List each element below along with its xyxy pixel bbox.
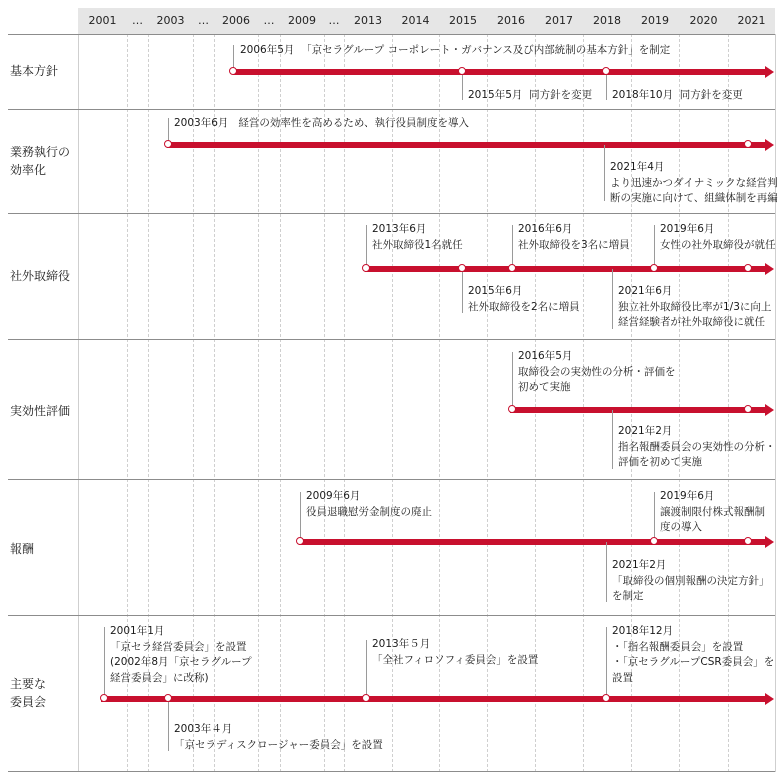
- event-date: 2015年6月: [468, 285, 523, 297]
- event-date: 2019年6月: [660, 223, 715, 235]
- event-date: 2016年6月: [518, 223, 573, 235]
- event-marker: [744, 140, 752, 148]
- event-text: より迅速かつダイナミックな経営判 断の実施に向けて、組織体制を再編: [610, 176, 778, 204]
- event-date: 2021年2月: [618, 425, 673, 437]
- arrow-head-icon: [765, 263, 774, 275]
- event-stem: [654, 225, 655, 268]
- event-stem: [604, 145, 605, 201]
- event-date: 2003年４月: [174, 723, 233, 735]
- event-annotation: [660, 489, 765, 536]
- event-stem: [104, 627, 105, 698]
- arrow-head-icon: [765, 693, 774, 705]
- event-marker: [650, 537, 658, 545]
- row-separator: [8, 771, 775, 772]
- event-text: 譲渡制限付株式報酬制 度の導入: [660, 505, 765, 533]
- event-date: 2019年6月: [660, 490, 715, 502]
- event-marker: [362, 264, 370, 272]
- year-label: 2006: [222, 14, 250, 27]
- event-date: 2016年5月: [518, 350, 573, 362]
- arrow-head-icon: [765, 66, 774, 78]
- year-label: 2003: [156, 14, 185, 27]
- event-text: 社外取締役1名就任: [372, 238, 463, 251]
- event-text: 独立社外取締役比率が1/3に向上 経営経験者が社外取締役に就任: [618, 300, 772, 328]
- event-annotation: [174, 722, 383, 753]
- year-label: 2015: [449, 14, 477, 27]
- year-label: 2021: [737, 14, 766, 27]
- event-text: 社外取締役を3名に増員: [518, 238, 630, 251]
- year-gridline: [775, 34, 776, 772]
- row-separator: [8, 615, 775, 616]
- event-marker: [602, 67, 610, 75]
- year-gap-marker: …: [263, 14, 275, 27]
- event-marker: [508, 405, 516, 413]
- event-annotation: [372, 637, 538, 668]
- event-date: 2003年6月: [174, 117, 229, 129]
- event-stem: [654, 492, 655, 541]
- year-label: 2014: [401, 14, 430, 27]
- year-gap-marker: …: [198, 14, 209, 27]
- event-annotation: [468, 88, 592, 104]
- timeline-bar-compensation: [299, 539, 766, 545]
- event-annotation: [372, 222, 463, 253]
- event-text: 社外取締役を2名に増員: [468, 300, 580, 313]
- event-annotation: [468, 284, 580, 315]
- timeline-bar-evaluation: [510, 407, 766, 413]
- timeline-bar-policy: [233, 69, 766, 75]
- event-text: 「京セラディスクロージャー委員会」を設置: [174, 738, 383, 751]
- event-text: 「京セラ経営委員会」を設置 (2002年8月「京セラグループ 経営委員会」に改称): [110, 640, 252, 684]
- event-marker: [744, 405, 752, 413]
- row-label-committees: 主要な 委員会: [10, 677, 47, 709]
- event-stem: [366, 640, 367, 698]
- event-marker: [508, 264, 516, 272]
- year-gridline: [78, 34, 79, 772]
- event-marker: [744, 537, 752, 545]
- arrow-head-icon: [765, 404, 774, 416]
- year-gap-marker: …: [132, 14, 143, 27]
- event-annotation: [518, 222, 630, 253]
- row-label-outside-directors: 社外取締役: [10, 269, 71, 283]
- event-stem: [168, 699, 169, 751]
- event-stem: [606, 627, 607, 698]
- row-separator: [8, 213, 775, 214]
- event-annotation: [174, 116, 469, 132]
- event-date: 2006年5月: [240, 44, 295, 56]
- event-text: ・「指名報酬委員会」を設置 ・「京セラグループCSR委員会」を 設置: [612, 640, 775, 684]
- timeline-bar-outside-directors: [365, 266, 766, 272]
- row-label-efficiency: 業務執行の 効率化: [10, 145, 71, 177]
- event-marker: [458, 264, 466, 272]
- event-stem: [512, 225, 513, 268]
- event-annotation: [240, 43, 670, 59]
- event-text: 同方針を変更: [529, 89, 593, 101]
- year-label: 2018: [593, 14, 621, 27]
- event-text: 「全社フィロソフィ委員会」を設置: [372, 653, 539, 666]
- year-label: 2017: [545, 14, 573, 27]
- event-marker: [602, 694, 610, 702]
- event-text: 「京セラグループ コーポレート・ガバナンス及び内部統制の基本方針」を制定: [301, 44, 671, 56]
- event-text: 女性の社外取締役が就任: [660, 238, 776, 251]
- event-date: 2018年10月: [612, 89, 674, 101]
- event-marker: [100, 694, 108, 702]
- arrow-head-icon: [765, 536, 774, 548]
- event-text: 経営の効率性を高めるため、執行役員制度を導入: [238, 117, 470, 129]
- event-marker: [296, 537, 304, 545]
- event-marker: [164, 140, 172, 148]
- year-label: 2020: [689, 14, 718, 27]
- event-stem: [606, 72, 607, 100]
- event-date: 2013年５月: [372, 638, 431, 650]
- event-annotation: [618, 284, 771, 331]
- event-annotation: [612, 624, 774, 686]
- year-label: 2019: [641, 14, 669, 27]
- row-separator: [8, 339, 775, 340]
- event-stem: [366, 225, 367, 268]
- row-label-compensation: 報酬: [10, 542, 35, 556]
- event-marker: [164, 694, 172, 702]
- event-marker: [229, 67, 237, 75]
- event-annotation: [612, 558, 770, 605]
- event-annotation: [612, 88, 743, 104]
- event-annotation: [110, 624, 252, 686]
- event-stem: [606, 542, 607, 602]
- event-date: 2013年6月: [372, 223, 427, 235]
- event-marker: [744, 264, 752, 272]
- event-date: 2021年2月: [612, 559, 667, 571]
- event-stem: [612, 269, 613, 329]
- event-stem: [300, 492, 301, 541]
- year-label: 2013: [354, 14, 382, 27]
- timeline-bar-committees: [101, 696, 766, 702]
- event-marker: [458, 67, 466, 75]
- event-text: 指名報酬委員会の実効性の分析・ 評価を初めて実施: [618, 440, 776, 468]
- event-annotation: [306, 489, 432, 520]
- event-text: 取締役会の実効性の分析・評価を 初めて実施: [518, 365, 676, 393]
- event-text: 役員退職慰労金制度の廃止: [306, 505, 432, 518]
- timeline-bar-efficiency: [167, 142, 766, 148]
- event-text: 「取締役の個別報酬の決定方針」 を制定: [612, 574, 770, 602]
- event-date: 2001年1月: [110, 625, 165, 637]
- row-separator: [8, 34, 775, 35]
- event-stem: [512, 352, 513, 409]
- event-stem: [462, 72, 463, 100]
- event-stem: [462, 269, 463, 313]
- row-separator: [8, 109, 775, 110]
- event-date: 2009年6月: [306, 490, 361, 502]
- event-annotation: [518, 349, 676, 396]
- event-annotation: [610, 160, 778, 207]
- event-date: 2021年4月: [610, 161, 665, 173]
- event-annotation: [660, 222, 776, 253]
- year-label: 2016: [497, 14, 525, 27]
- event-date: 2015年5月: [468, 89, 523, 101]
- arrow-head-icon: [765, 139, 774, 151]
- event-date: 2021年6月: [618, 285, 673, 297]
- year-gap-marker: …: [328, 14, 340, 27]
- event-marker: [650, 264, 658, 272]
- row-label-evaluation: 実効性評価: [10, 404, 71, 418]
- year-label: 2001: [88, 14, 117, 27]
- event-stem: [612, 410, 613, 469]
- year-label: 2009: [288, 14, 316, 27]
- row-label-policy: 基本方針: [10, 64, 59, 78]
- event-text: 同方針を変更: [679, 89, 743, 101]
- row-separator: [8, 479, 775, 480]
- event-date: 2018年12月: [612, 625, 674, 637]
- event-marker: [362, 694, 370, 702]
- event-annotation: [618, 424, 776, 471]
